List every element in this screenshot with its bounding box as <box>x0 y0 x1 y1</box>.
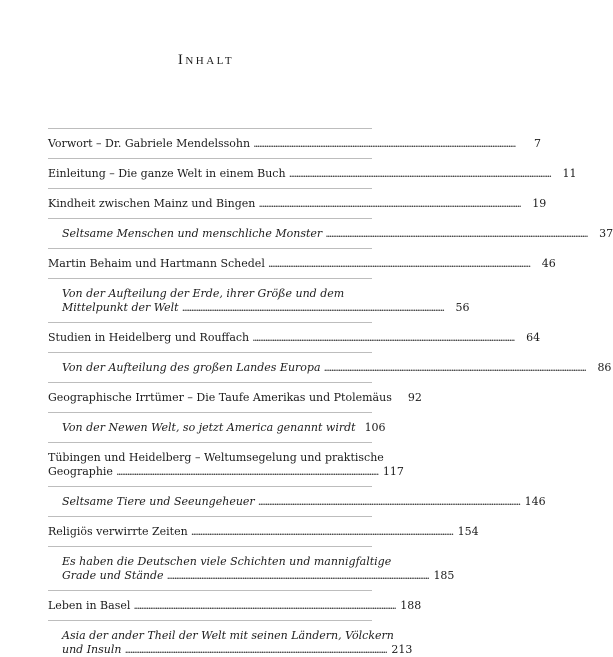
toc-entry-title: Grade und Stände <box>62 569 164 582</box>
toc-page-number: 146 <box>524 495 546 508</box>
toc-page-number: 46 <box>541 257 556 270</box>
toc-entry-title: Kindheit zwischen Mainz und Bingen <box>48 197 256 210</box>
toc-subentry[interactable] <box>48 287 470 315</box>
toc-entry-title: Einleitung – Die ganze Welt in einem Buch <box>48 167 286 180</box>
toc-entry[interactable] <box>48 599 422 613</box>
toc-entry-title: Von der Newen Welt, so jetzt America genannt wirdt <box>62 421 356 434</box>
toc-separator <box>48 188 372 189</box>
toc-entry-title: Vorwort – Dr. Gabriele Mendelssohn <box>48 137 251 150</box>
toc-page-number: 92 <box>407 391 422 404</box>
toc-page-number: 37 <box>599 227 613 240</box>
toc-subentry[interactable] <box>48 361 612 375</box>
toc-page-number: 11 <box>562 167 577 180</box>
toc-page-number: 86 <box>597 361 612 374</box>
dot-leader <box>124 643 385 657</box>
toc-entry-title: Geographie <box>48 465 113 478</box>
dot-leader <box>324 361 585 375</box>
toc-entry-title: Martin Behaim und Hartmann Schedel <box>48 257 265 270</box>
toc-separator <box>48 322 372 323</box>
toc-entry-title-line: Asia der ander Theil der Welt mit seinen Ländern, Völckern <box>62 629 394 642</box>
toc-heading: Inhalt <box>177 52 235 68</box>
toc-entry-title: Studien in Heidelberg und Rouffach <box>48 331 250 344</box>
toc-entry[interactable] <box>48 257 556 271</box>
dot-leader <box>289 167 550 181</box>
toc-subentry[interactable] <box>48 227 613 241</box>
dot-leader <box>133 599 394 613</box>
toc-separator <box>48 620 372 621</box>
toc-entry-title: Religiös verwirrte Zeiten <box>48 525 188 538</box>
toc-subentry[interactable] <box>48 629 413 657</box>
toc-entry[interactable] <box>48 391 422 405</box>
toc-page-number: 19 <box>532 197 547 210</box>
toc-entry[interactable] <box>48 331 541 345</box>
dot-leader <box>116 465 377 479</box>
toc-separator <box>48 218 372 219</box>
toc-page-number: 185 <box>433 569 455 582</box>
toc-separator <box>48 158 372 159</box>
dot-leader <box>258 197 519 211</box>
toc-entry-title-line: Es haben die Deutschen viele Schichten und mannigfaltige <box>62 555 392 568</box>
toc-separator <box>48 382 372 383</box>
toc-entry[interactable] <box>48 451 404 479</box>
dot-leader <box>182 301 443 315</box>
dot-leader <box>191 525 452 539</box>
dot-leader <box>253 137 514 151</box>
toc-entry-title-line: Tübingen und Heidelberg – Weltumsegelung und praktische <box>48 451 384 464</box>
toc-page-number: 7 <box>534 137 542 150</box>
toc-entry-title: Von der Aufteilung des großen Landes Europa <box>62 361 321 374</box>
toc-separator <box>48 546 372 547</box>
toc-page-number: 188 <box>400 599 422 612</box>
toc-separator <box>48 442 372 443</box>
toc-separator <box>48 278 372 279</box>
toc-entry[interactable] <box>48 525 479 539</box>
toc-entry-title: Seltsame Tiere und Seeungeheuer <box>62 495 255 508</box>
toc-entry-title: und Insuln <box>62 643 122 656</box>
toc-subentry[interactable] <box>48 495 546 509</box>
toc-separator <box>48 248 372 249</box>
dot-leader <box>268 257 529 271</box>
toc-page-number: 56 <box>455 301 470 314</box>
toc-separator <box>48 516 372 517</box>
toc-page-number: 64 <box>526 331 541 344</box>
toc-entry[interactable] <box>48 137 542 151</box>
toc-separator <box>48 486 372 487</box>
dot-leader <box>167 569 428 583</box>
toc-entry-title: Mittelpunkt der Welt <box>62 301 179 314</box>
toc-entry-title-line: Von der Aufteilung der Erde, ihrer Größe und dem <box>62 287 345 300</box>
toc-entry-title: Seltsame Menschen und menschliche Monster <box>62 227 323 240</box>
toc-page-number: 117 <box>382 465 404 478</box>
toc-entry-title: Leben in Basel <box>48 599 131 612</box>
toc-entry[interactable] <box>48 197 547 211</box>
toc-page-number: 106 <box>364 421 386 434</box>
toc-page-number: 154 <box>457 525 479 538</box>
table-of-contents <box>48 128 613 657</box>
toc-subentry[interactable] <box>48 421 386 435</box>
toc-entry[interactable] <box>48 167 577 181</box>
dot-leader <box>252 331 513 345</box>
toc-separator <box>48 352 372 353</box>
dot-leader <box>325 227 586 241</box>
toc-separator <box>48 128 372 129</box>
toc-entry-title: Geographische Irrtümer – Die Taufe Amerikas und Ptolemäus <box>48 391 392 404</box>
toc-separator <box>48 590 372 591</box>
toc-separator <box>48 412 372 413</box>
toc-page-number: 213 <box>391 643 413 656</box>
dot-leader <box>258 495 519 509</box>
toc-subentry[interactable] <box>48 555 455 583</box>
